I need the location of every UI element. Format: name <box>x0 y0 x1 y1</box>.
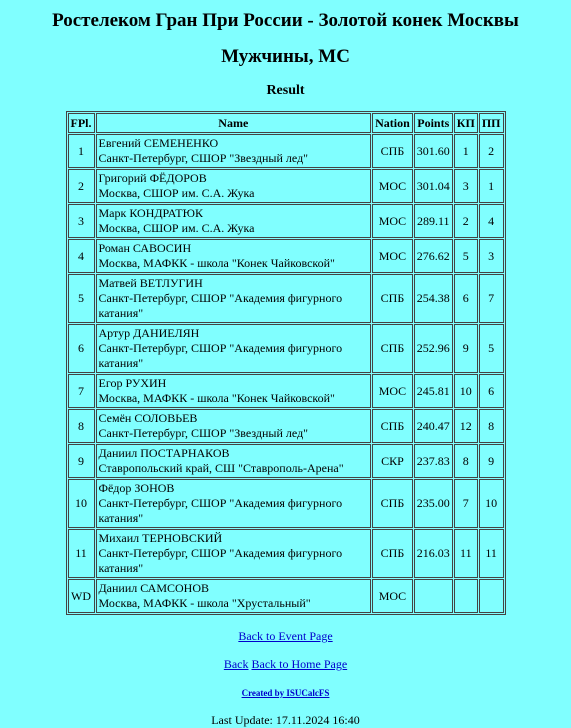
points-cell: 245.81 <box>414 374 453 408</box>
nation-cell: СКР <box>372 444 413 478</box>
skater-club: Ставропольский край, СШ "Ставрополь-Арена" <box>98 461 344 475</box>
skater-club: Москва, СШОР им. С.А. Жука <box>98 221 255 235</box>
place-cell: 1 <box>68 134 95 168</box>
col-sp-header: КП <box>454 113 478 133</box>
name-cell <box>96 134 372 168</box>
table-row <box>68 324 504 373</box>
name-cell <box>96 444 372 478</box>
name-cell <box>96 324 372 373</box>
name-cell <box>96 274 372 323</box>
col-nation-header: Nation <box>372 113 413 133</box>
fs-place-cell: 4 <box>479 204 504 238</box>
sp-place-cell: 3 <box>454 169 478 203</box>
table-row <box>68 274 504 323</box>
points-cell: 237.83 <box>414 444 453 478</box>
points-cell <box>414 579 453 613</box>
skater-club: Москва, МАФКК - школа "Хрустальный" <box>98 596 311 610</box>
points-cell: 235.00 <box>414 479 453 528</box>
header-row <box>68 113 504 133</box>
skater-club: Санкт-Петербург, СШОР "Академия фигурного катания" <box>98 496 343 525</box>
nation-cell: СПБ <box>372 479 413 528</box>
fs-place-cell: 8 <box>479 409 504 443</box>
nation-cell: СПБ <box>372 274 413 323</box>
name-cell <box>96 169 372 203</box>
table-row <box>68 239 504 273</box>
fs-place-cell: 6 <box>479 374 504 408</box>
skater-club: Москва, СШОР им. С.А. Жука <box>98 186 255 200</box>
skater-club: Санкт-Петербург, СШОР "Звездный лед" <box>98 151 309 165</box>
place-cell: 10 <box>68 479 95 528</box>
col-name-header: Name <box>96 113 372 133</box>
sp-place-cell: 6 <box>454 274 478 323</box>
skater-name: Фёдор ЗОНОВ <box>98 481 175 495</box>
table-row <box>68 579 504 613</box>
last-update: Last Update: 17.11.2024 16:40 <box>211 713 360 727</box>
sp-place-cell <box>454 579 478 613</box>
table-row <box>68 169 504 203</box>
skater-name: Марк КОНДРАТЮК <box>98 206 203 220</box>
name-cell <box>96 239 372 273</box>
category-title: Мужчины, МС <box>221 46 350 67</box>
points-cell: 301.04 <box>414 169 453 203</box>
place-cell: 9 <box>68 444 95 478</box>
sp-place-cell: 9 <box>454 324 478 373</box>
nation-cell: СПБ <box>372 529 413 578</box>
fs-place-cell: 7 <box>479 274 504 323</box>
nation-cell: СПБ <box>372 409 413 443</box>
points-cell: 254.38 <box>414 274 453 323</box>
sp-place-cell: 8 <box>454 444 478 478</box>
table-row <box>68 374 504 408</box>
sp-place-cell: 7 <box>454 479 478 528</box>
points-cell: 240.47 <box>414 409 453 443</box>
sp-place-cell: 1 <box>454 134 478 168</box>
skater-name: Евгений СЕМЕНЕНКО <box>98 136 219 150</box>
results-table <box>66 111 506 615</box>
name-cell <box>96 529 372 578</box>
skater-club: Санкт-Петербург, СШОР "Академия фигурного катания" <box>98 546 343 575</box>
skater-name: Даниил ПОСТАРНАКОВ <box>98 446 230 460</box>
name-cell <box>96 409 372 443</box>
skater-name: Матвей ВЕТЛУГИН <box>98 276 203 290</box>
nation-cell: МОС <box>372 239 413 273</box>
col-points-header: Points <box>414 113 453 133</box>
sp-place-cell: 5 <box>454 239 478 273</box>
table-row <box>68 529 504 578</box>
place-cell: 8 <box>68 409 95 443</box>
col-place-header: FPl. <box>68 113 95 133</box>
fs-place-cell: 3 <box>479 239 504 273</box>
skater-name: Михаил ТЕРНОВСКИЙ <box>98 531 223 545</box>
fs-place-cell: 11 <box>479 529 504 578</box>
back-to-home-link[interactable]: Back to Home Page <box>251 657 348 671</box>
skater-club: Москва, МАФКК - школа "Конек Чайковской" <box>98 256 335 270</box>
place-cell: 2 <box>68 169 95 203</box>
place-cell: 11 <box>68 529 95 578</box>
place-cell: 3 <box>68 204 95 238</box>
table-row <box>68 409 504 443</box>
name-cell <box>96 479 372 528</box>
points-cell: 289.11 <box>414 204 453 238</box>
name-cell <box>96 204 372 238</box>
skater-name: Семён СОЛОВЬЕВ <box>98 411 198 425</box>
back-link[interactable]: Back <box>223 657 249 671</box>
points-cell: 276.62 <box>414 239 453 273</box>
fs-place-cell <box>479 579 504 613</box>
back-to-event-link[interactable]: Back to Event Page <box>238 629 333 643</box>
nation-cell: МОС <box>372 204 413 238</box>
footer-links <box>0 629 571 728</box>
skater-name: Егор РУХИН <box>98 376 167 390</box>
created-by-link[interactable]: Created by ISUCalcFS <box>241 688 330 698</box>
table-row <box>68 134 504 168</box>
fs-place-cell: 10 <box>479 479 504 528</box>
fs-place-cell: 9 <box>479 444 504 478</box>
fs-place-cell: 1 <box>479 169 504 203</box>
fs-place-cell: 5 <box>479 324 504 373</box>
sp-place-cell: 12 <box>454 409 478 443</box>
sp-place-cell: 10 <box>454 374 478 408</box>
name-cell <box>96 374 372 408</box>
event-title: Ростелеком Гран При России - Золотой конек Москвы <box>52 10 519 31</box>
sp-place-cell: 11 <box>454 529 478 578</box>
place-cell: WD <box>68 579 95 613</box>
nation-cell: МОС <box>372 579 413 613</box>
nation-cell: СПБ <box>372 324 413 373</box>
section-title: Result <box>266 83 305 98</box>
table-row <box>68 444 504 478</box>
points-cell: 301.60 <box>414 134 453 168</box>
skater-club: Санкт-Петербург, СШОР "Академия фигурного катания" <box>98 291 343 320</box>
skater-club: Санкт-Петербург, СШОР "Академия фигурного катания" <box>98 341 343 370</box>
sp-place-cell: 2 <box>454 204 478 238</box>
nation-cell: МОС <box>372 374 413 408</box>
nation-cell: МОС <box>372 169 413 203</box>
fs-place-cell: 2 <box>479 134 504 168</box>
nation-cell: СПБ <box>372 134 413 168</box>
name-cell <box>96 579 372 613</box>
place-cell: 7 <box>68 374 95 408</box>
place-cell: 6 <box>68 324 95 373</box>
skater-name: Роман САВОСИН <box>98 241 192 255</box>
table-row <box>68 204 504 238</box>
place-cell: 4 <box>68 239 95 273</box>
skater-club: Москва, МАФКК - школа "Конек Чайковской" <box>98 391 335 405</box>
table-row <box>68 479 504 528</box>
col-fs-header: ПП <box>479 113 504 133</box>
points-cell: 252.96 <box>414 324 453 373</box>
skater-name: Артур ДАНИЕЛЯН <box>98 326 200 340</box>
place-cell: 5 <box>68 274 95 323</box>
skater-name: Даниил САМСОНОВ <box>98 581 210 595</box>
skater-club: Санкт-Петербург, СШОР "Звездный лед" <box>98 426 309 440</box>
points-cell: 216.03 <box>414 529 453 578</box>
skater-name: Григорий ФЁДОРОВ <box>98 171 207 185</box>
